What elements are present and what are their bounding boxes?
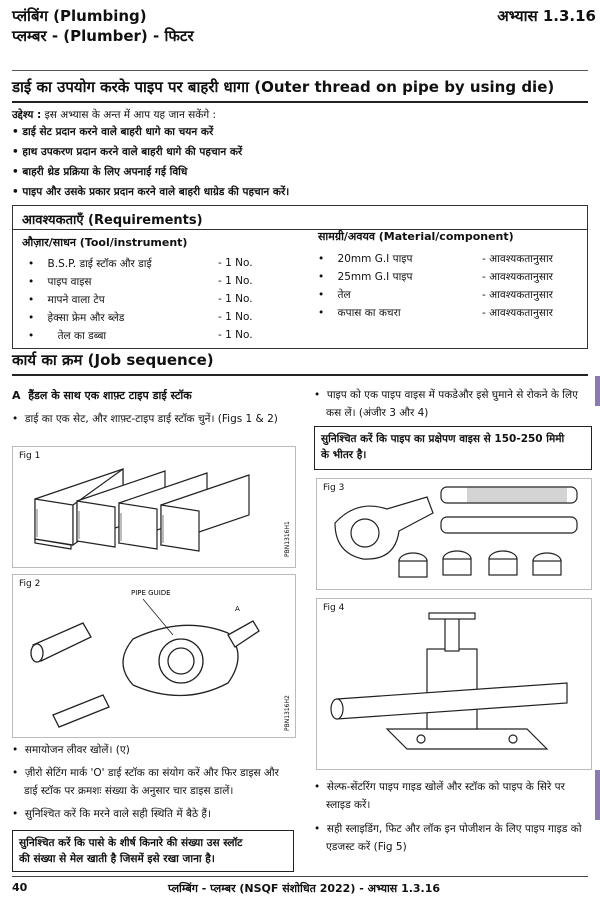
page-edge-tab <box>595 770 600 820</box>
material-item: • 20mm G.I पाइप <box>318 253 413 265</box>
header-subtitle: प्लम्बर - (Plumber) - फिटर <box>12 27 194 45</box>
right-step: • सेल्फ-सेंटरिंग पाइप गाइड खोलें और स्टॉक को पाइप के सिरे पर <box>314 781 565 793</box>
left-step: • ज़ीरो सेटिंग मार्क 'O' डाई स्टॉक का संयोग करें और फिर डाइस और <box>12 767 279 779</box>
left-step: • डाई का एक सेट, और शाफ़्ट-टाइप डाई स्टॉक चुनें। (Figs 1 & 2) <box>12 413 278 425</box>
material-item: • तेल <box>318 289 351 301</box>
objective-item: • डाई सेट प्रदान करने वाले बाहरी धागे का चयन करें <box>12 126 214 138</box>
figure-2-label: Fig 2 <box>19 579 41 589</box>
material-item: • कपास का कचरा <box>318 307 401 319</box>
page-edge-tab <box>595 376 600 406</box>
pipe-guide-label: PIPE GUIDE <box>131 589 171 597</box>
die-stock-and-dies-illustration <box>317 479 591 589</box>
right-step-continued: एडजस्ट करें (Fig 5) <box>326 841 407 853</box>
material-qty: - आवश्यकतानुसार <box>482 271 553 283</box>
title-rule <box>12 101 588 103</box>
footer-text: प्लम्बिंग - प्लम्बर (NSQF संशोधित 2022) - अभ्यास 1.3.16 <box>168 882 441 895</box>
tool-item: • B.S.P. डाई स्टॉक और डाई <box>28 258 152 270</box>
objective-item: • बाहरी थ्रेड प्रक्रिया के लिए अपनाई गई विधि <box>12 166 188 178</box>
tool-qty: - 1 No. <box>218 257 253 269</box>
left-note-box <box>12 830 294 872</box>
objectives-label: उद्देश्य : <box>12 109 42 121</box>
figure-2-code: PBN1316H2 <box>284 695 291 731</box>
exercise-number: अभ्यास 1.3.16 <box>497 7 596 25</box>
figure-1-label: Fig 1 <box>19 451 41 461</box>
left-note-line: सुनिश्चित करें कि पासे के शीर्ष किनारे की संख्या उस स्लॉट <box>19 837 243 849</box>
left-step-continued: डाई स्टॉक पर क्रमशः संख्या के अनुसार चार डाइस डालें। <box>24 785 234 797</box>
objectives-intro-text: इस अभ्यास के अन्त में आप यह जान सकेंगे : <box>44 109 217 121</box>
materials-heading: सामग्री/अवयव (Material/component) <box>318 230 514 243</box>
footer-rule <box>12 876 588 877</box>
left-step: • सुनिश्चित करें कि मरने वाले सही स्थिति में बैठे हैं। <box>12 808 211 820</box>
die-set-illustration <box>13 447 295 567</box>
right-note-line: के भीतर है। <box>321 449 367 462</box>
tool-item: • पाइप वाइस <box>28 276 92 288</box>
right-note-box <box>314 426 592 470</box>
objective-item: • हाथ उपकरण प्रदान करने वाले बाहरी धागे की पहचान करें <box>12 146 243 158</box>
page-title: डाई का उपयोग करके पाइप पर बाहरी धागा (Outer thread on pipe by using die) <box>12 78 555 96</box>
pipe-vise-illustration <box>317 599 591 769</box>
task-title: A हैंडल के साथ एक शाफ़्ट टाइप डाई स्टॉक <box>12 389 192 402</box>
left-step: • समायोजन लीवर खोलें। (ए) <box>12 744 130 756</box>
right-step: • पाइप को एक पाइप वाइस में पकडेऔर इसे घुमाने से रोकने के लिए <box>314 389 578 401</box>
figure-1-code: PBN1316H1 <box>284 521 291 557</box>
tool-qty: - 1 No. <box>218 329 253 341</box>
figure-2 <box>12 574 296 738</box>
figure-4 <box>316 598 592 770</box>
objectives-intro <box>12 108 216 122</box>
page-number: 40 <box>12 881 28 894</box>
tool-qty: - 1 No. <box>218 275 253 287</box>
figure-1 <box>12 446 296 568</box>
job-sequence-heading: कार्य का क्रम (Job sequence) <box>12 351 214 369</box>
right-note-line: सुनिश्चित करें कि पाइप का प्रक्षेपण वाइस से 150-250 मिमी <box>321 433 565 445</box>
left-note-line: की संख्या से मेल खाती है जिसमें इसे रखा जाना है। <box>19 853 215 866</box>
header-title: प्लंबिंग (Plumbing) <box>12 7 147 25</box>
lever-a-label: A <box>235 605 240 613</box>
tool-item: • तेल का डब्बा <box>28 330 107 342</box>
tool-item: • हेक्सा फ्रेम और ब्लेड <box>28 312 125 324</box>
objective-item: • पाइप और उसके प्रकार प्रदान करने वाले बाहरी धाग्रेड की पहचान करें। <box>12 186 290 198</box>
requirements-heading: आवश्यकताएँ (Requirements) <box>22 213 203 228</box>
right-step-continued: स्लाइड करें। <box>326 799 371 811</box>
die-stock-illustration <box>13 575 295 737</box>
job-sequence-rule <box>12 374 588 376</box>
tool-item: • मापने वाला टेप <box>28 294 105 306</box>
header-divider <box>12 70 588 71</box>
material-item: • 25mm G.I पाइप <box>318 271 413 283</box>
figure-3 <box>316 478 592 590</box>
figure-3-label: Fig 3 <box>323 483 345 493</box>
tools-heading: औज़ार/साधन (Tool/instrument) <box>22 236 188 249</box>
tool-qty: - 1 No. <box>218 311 253 323</box>
material-qty: - आवश्यकतानुसार <box>482 253 553 265</box>
material-qty: - आवश्यकतानुसार <box>482 307 553 319</box>
right-step-continued: कस लें। (अंजीर 3 और 4) <box>326 407 429 419</box>
right-step: • सही स्लाइडिंग, फिट और लॉक इन पोजीशन के लिए पाइप गाइड को <box>314 823 582 835</box>
tool-qty: - 1 No. <box>218 293 253 305</box>
figure-4-label: Fig 4 <box>323 603 345 613</box>
material-qty: - आवश्यकतानुसार <box>482 289 553 301</box>
